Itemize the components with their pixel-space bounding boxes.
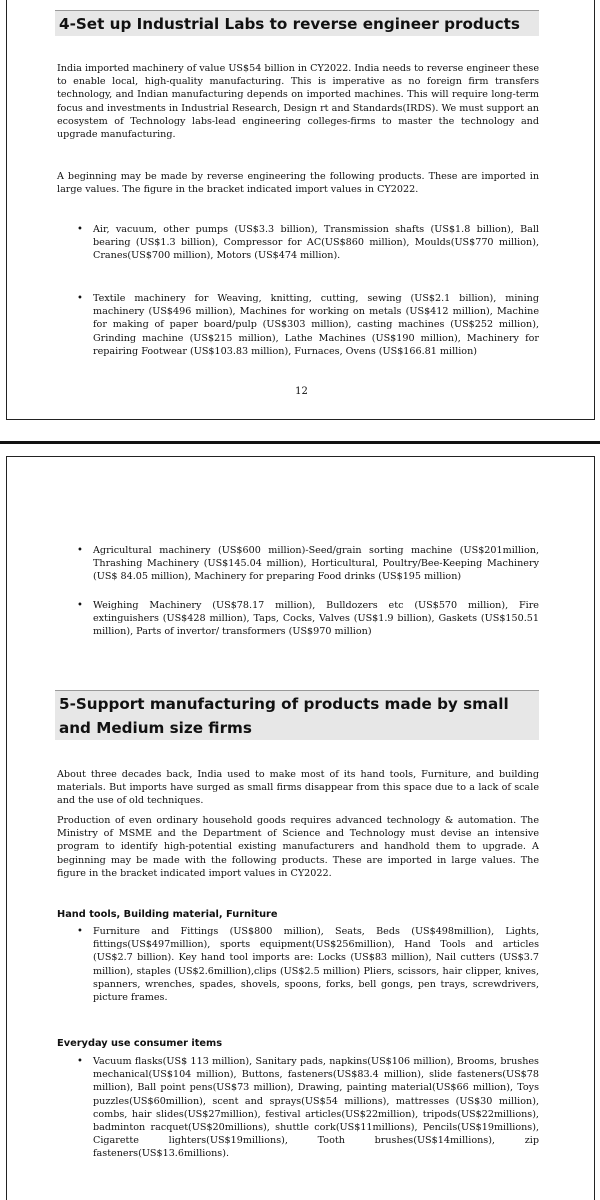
section-5-paragraph-2: Production of even ordinary household goods requires advanced technology & automation. The Ministry of MSME and the Department of Science and Technology must devise an intensive program to identify high-potential existing manufacturers and handhold them to upgrade. A beginning may be made with the following products. These are imported in large values. The figure in the bracket indicated import values in CY2022. — [57, 815, 539, 879]
list-item — [77, 1055, 539, 1161]
list-item-text: Weighing Machinery (US$78.17 million), Bulldozers etc (US$570 million), Fire extinguishers (US$428 million), Taps, Cocks, Valves (US$1.9 billion), Gaskets (US$150.51 million), Parts of invertor/ transformers (US$970 million) — [93, 600, 539, 638]
consumer-items-bullet-list — [77, 1055, 539, 1161]
bullet-icon: • — [77, 1056, 83, 1067]
section-4-paragraph-2: A beginning may be made by reverse engineering the following products. These are imported in large values. The figure in the bracket indicated import values in CY2022. — [57, 171, 539, 196]
list-item — [77, 925, 539, 1004]
list-item-text: Textile machinery for Weaving, knitting, cutting, sewing (US$2.1 billion), mining machinery (US$496 million), Machines for working on metals (US$412 million), Machine for making of paper board/pulp (US$303 million), casting machines (US$252 million), Grinding machine (US$215 million), Lathe Machines (US$190 million), Machinery for repairing Footwear (US$103.83 million), Furnaces, Ovens (US$166.81 million) — [93, 293, 539, 357]
list-item-text: Vacuum flasks(US$ 113 million), Sanitary pads, napkins(US$106 million), Brooms, brushes mechanical(US$104 million), Buttons, fasteners(US$83.4 million), slide fasteners(US$78 million), Ball point pens(US$73 million), Drawing, painting material(US$66 million), Toys puzzles(US$60million), scent and sprays(US$54 millions), mattresses (US$30 million), combs, hair slides(US$27million), festival articles(US$22million), tripods(US$22millions), badminton racquet(US$20millions), shuttle cork(US$11millions), Pencils(US$19millions), Cigarette lighters(US$19millions), Tooth brushes(US$14millions), zip fasteners(US$13.6millions). — [93, 1056, 539, 1160]
bullet-icon: • — [77, 293, 83, 304]
list-item-text: Furniture and Fittings (US$800 million), Seats, Beds (US$498million), Lights, fittings(US$497million), sports equipment(US$256million), Hand Tools and articles (US$2.7 billion). Key hand tool imports are: Locks (US$83 million), Nail cutters (US$3.7 million), staples (US$2.6million),clips (US$2.5 million) Pliers, scissors, hair clipper, knives, spanners, wrenches, spades, shovels, spoons, forks, bell gongs, pen trays, screwdrivers, picture frames. — [93, 926, 539, 1004]
section-5-paragraph-1: About three decades back, India used to make most of its hand tools, Furniture, and building materials. But imports have surged as small firms disappear from this space due to a lack of scale and the use of old techniques. — [57, 769, 539, 807]
page-number: 12 — [295, 386, 308, 397]
section-4-paragraph-1: India imported machinery of value US$54 billion in CY2022. India needs to reverse engineer these to enable local, high-quality manufacturing. This is imperative as no foreign firm transfers technology, and Indian manufacturing depends on imported machines. This will require long-term focus and investments in Industrial Research, Design rt and Standards(IRDS). We must support an ecosystem of Technology labs-lead engineering colleges-firms to master the technology and upgrade manufacturing. — [57, 63, 539, 141]
bullet-icon: • — [77, 224, 83, 235]
section-4-bullet-list-b — [77, 292, 539, 358]
page-2-bullet-list-a — [77, 544, 539, 584]
bullet-icon: • — [77, 545, 83, 556]
hand-tools-bullet-list — [77, 925, 539, 1004]
list-item — [77, 223, 539, 263]
list-item-text: Agricultural machinery (US$600 million)-Seed/grain sorting machine (US$201million, Thrashing Machinery (US$145.04 million), Horticultural, Poultry/Bee-Keeping Machinery (US$ 84.05 million), Machinery for preparing Food drinks (US$195 million) — [93, 545, 539, 583]
subheading-consumer-items: Everyday use consumer items — [57, 1038, 223, 1049]
list-item-text: Air, vacuum, other pumps (US$3.3 billion), Transmission shafts (US$1.8 billion), Ball bearing (US$1.3 billion), Compressor for AC(US$860 million), Moulds(US$770 million), Cranes(US$700 million), Motors (US$474 million). — [93, 224, 539, 262]
page-separator — [0, 441, 600, 444]
section-4-heading: 4-Set up Industrial Labs to reverse engineer products — [55, 10, 539, 36]
bullet-icon: • — [77, 600, 83, 611]
list-item — [77, 292, 539, 358]
subheading-hand-tools: Hand tools, Building material, Furniture — [57, 909, 278, 920]
list-item — [77, 544, 539, 584]
section-4-bullet-list-a — [77, 223, 539, 263]
document-page-12 — [6, 0, 595, 420]
page-2-bullet-list-b — [77, 599, 539, 639]
section-5-heading: 5-Support manufacturing of products made by small and Medium size firms — [55, 690, 539, 740]
list-item — [77, 599, 539, 639]
bullet-icon: • — [77, 926, 83, 937]
document-page-13 — [6, 456, 595, 1200]
